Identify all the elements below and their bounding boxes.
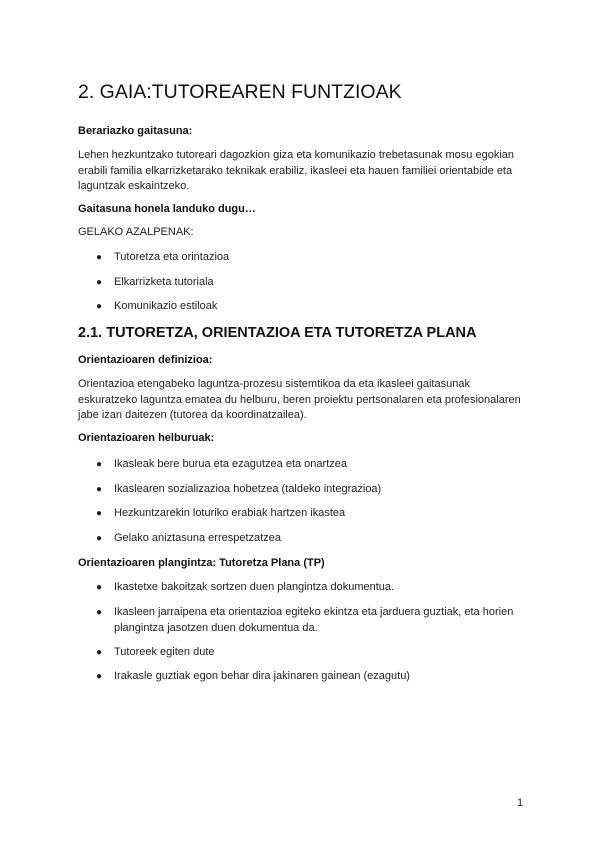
page-number: 1 [517,797,524,809]
list-item [96,580,526,596]
list-item [96,531,526,547]
list-item-text: Ikasleen jarraipena eta orientazioa egiteko ekintza eta jarduera guztiak, eta horien plangintza jasotzen duen dokumentua da. [114,606,514,634]
bullet-icon: ● [96,582,103,593]
list-item-text: Irakasle guztiak egon behar dira jakinaren gainean (ezagutu) [114,670,410,682]
goals-label: Orientazioaren helburuak: [78,432,215,444]
bullet-icon: ● [96,607,103,618]
bullet-icon: ● [96,671,103,682]
list-item-text: Gelako aniztasuna errespetzatzea [114,532,281,544]
list-title: GELAKO AZALPENAK: [78,226,194,238]
list-item-text: Ikasleak bere burua eta ezagutzea eta onartzea [114,458,347,470]
list-item [96,506,526,522]
list-item [96,605,526,636]
bullet-icon: ● [96,647,103,658]
bullet-icon: ● [96,459,103,470]
list-item [96,457,526,473]
intro-label-2: Gaitasuna honela landuko dugu… [78,203,256,215]
list-item-text: Hezkuntzarekin loturiko erabiak hartzen ikastea [114,507,346,519]
page-title: 2. GAIA:TUTOREAREN FUNTZIOAK [78,81,402,103]
intro-paragraph: Lehen hezkuntzako tutoreari dagozkion giza eta komunikazio trebetasunak mosu egokian erabili familia elkarrizketarako teknikak erabiliz, ikasleei eta hauen familiei orientabide eta laguntzak eskaintzeko. [78,149,514,192]
definition-paragraph: Orientazioa etengabeko laguntza-prozesu sistemtikoa da eta ikasleei gaitasunak eskuratzeko laguntza ematea du helburu, beren proiektu pertsonalaren eta profesionalaren jabe izan daitezen (tutorea da koordinatzailea). [78,378,521,421]
list-item-text: Tutoretza eta orintazioa [114,251,230,263]
list-item [96,275,526,291]
plan-label: Orientazioaren plangintza: Tutoretza Plana (TP) [78,557,325,569]
list-item-text: Komunikazio estiloak [114,300,218,312]
bullet-icon: ● [96,533,103,544]
bullet-icon: ● [96,301,103,312]
list-item-text: Ikaslearen sozializazioa hobetzea (taldeko integrazioa) [114,483,382,495]
bullet-icon: ● [96,484,103,495]
list-item-text: Elkarrizketa tutoriala [114,276,214,288]
intro-label: Berariazko gaitasuna: [78,125,193,137]
list-item-text: Tutoreek egiten dute [114,646,215,658]
list-item [96,299,526,315]
list-item-text: Ikastetxe bakoitzak sortzen duen plangintza dokumentua. [114,581,395,593]
list-item [96,669,526,685]
list-item [96,645,526,661]
bullet-icon: ● [96,252,103,263]
section-heading: 2.1. TUTORETZA, ORIENTAZIOA ETA TUTORETZA PLANA [78,325,477,341]
list-item [96,482,526,498]
list-item [96,250,526,266]
bullet-icon: ● [96,277,103,288]
bullet-icon: ● [96,508,103,519]
definition-label: Orientazioaren definizioa: [78,354,213,366]
